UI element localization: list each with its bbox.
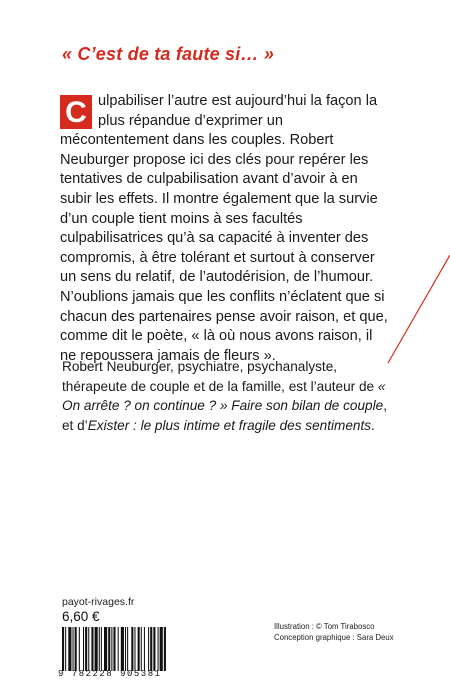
illustration-credit: Illustration : © Tom Tirabosco bbox=[274, 622, 375, 631]
barcode-bar bbox=[111, 627, 112, 671]
author-intro: Robert Neuburger, psychiatre, psychanalyste, thérapeute de couple et de la famille, est l’auteur de bbox=[62, 359, 375, 394]
barcode-bar bbox=[85, 627, 87, 671]
barcode-bar bbox=[104, 627, 107, 671]
barcode-bar bbox=[125, 627, 126, 671]
author-end: . bbox=[371, 417, 375, 433]
barcode-bar bbox=[148, 627, 149, 671]
barcode-bar bbox=[160, 627, 163, 671]
cover-title: « C’est de ta faute si… » bbox=[62, 44, 275, 64]
barcode-bar bbox=[91, 627, 93, 671]
barcode-bar bbox=[62, 627, 64, 671]
barcode-bar bbox=[95, 627, 98, 671]
barcode-bar bbox=[127, 627, 128, 671]
barcode-bar bbox=[138, 627, 140, 671]
book-title-1: « On arrête ? on continue ? » Faire son bilan de couple bbox=[62, 378, 386, 414]
design-credit: Conception graphique : Sara Deux bbox=[274, 633, 394, 642]
credits bbox=[274, 621, 394, 643]
barcode-bar bbox=[134, 627, 135, 671]
barcode-bar bbox=[79, 627, 80, 671]
decorative-red-line bbox=[380, 255, 450, 365]
barcode-bar bbox=[68, 627, 71, 671]
book-title-2: Exister : le plus intime et fragile des sentiments bbox=[87, 417, 372, 433]
author-separator: , et d’ bbox=[62, 398, 387, 433]
barcode-bar bbox=[83, 627, 84, 671]
drop-cap: C bbox=[60, 95, 92, 129]
barcode-bar bbox=[101, 627, 102, 671]
barcode-bar bbox=[75, 627, 77, 671]
barcode-bar bbox=[121, 627, 124, 671]
barcode-bar bbox=[88, 627, 89, 671]
barcode-bar bbox=[118, 627, 119, 671]
barcode-bar bbox=[141, 627, 142, 671]
barcode-bar bbox=[108, 627, 110, 671]
blurb-text: ulpabiliser l’autre est aujourd’hui la façon la plus répandue d’exprimer un mécontentement dans les couples. Robert Neuburger propose ici des clés pour repérer les tentatives de culpabilisation avant d’avoir à en subir les effets. Il montre également que la survie d’un couple tient moins à ses facultés culpabilisatrices qu’à sa capacité à inventer des compromis, à être tolérant et surtout à conserver un sens du relatif, de l’autodérision, de l’humour. N’oublions jamais que les conflits n’éclatent que si chacun des partenaires pense avoir raison, et que, comme dit le poète, « là où nous avons raison, il ne repoussera jamais de fleurs ». bbox=[60, 93, 388, 364]
barcode bbox=[62, 627, 202, 671]
barcode-bar bbox=[113, 627, 115, 671]
barcode-bar bbox=[158, 627, 159, 671]
barcode-bar bbox=[150, 627, 152, 671]
barcode-bar bbox=[99, 627, 100, 671]
price: 6,60 € bbox=[62, 609, 100, 624]
barcode-bar bbox=[144, 627, 145, 671]
author-bio bbox=[62, 357, 392, 435]
back-cover-blurb bbox=[60, 92, 388, 366]
barcode-bar bbox=[164, 627, 166, 671]
barcode-bar bbox=[65, 627, 66, 671]
publisher-website: payot-rivages.fr bbox=[62, 596, 135, 608]
isbn-number: 9 782228 905381 bbox=[58, 669, 162, 679]
barcode-bar bbox=[131, 627, 133, 671]
barcode-bar bbox=[73, 627, 74, 671]
barcode-bar bbox=[153, 627, 155, 671]
